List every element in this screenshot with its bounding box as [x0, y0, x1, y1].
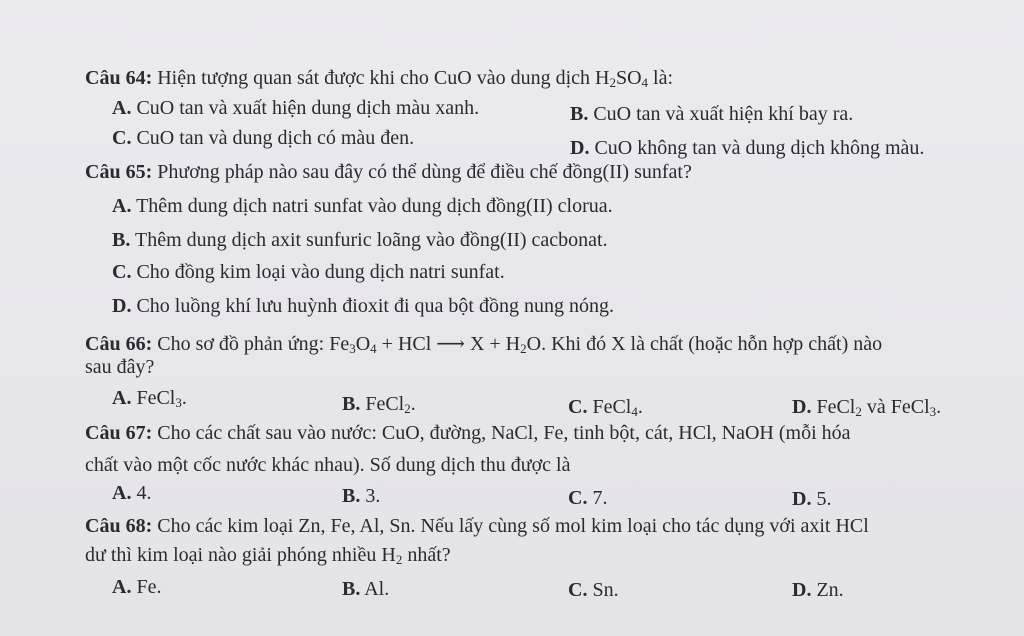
q68-option-b: B. Al. [342, 578, 390, 600]
q68-option-c: C. Sn. [568, 579, 619, 601]
question-66-number: Câu 66: [85, 333, 153, 355]
question-67-continued: chất vào một cốc nước khác nhau). Số dung dịch thu được là [85, 454, 571, 476]
q64-option-a: A. CuO tan và xuất hiện dung dịch màu xanh. [112, 97, 480, 119]
question-66: Câu 66: Cho sơ đồ phản ứng: $Fe_3O_4$ + HCl ⟶ $X + H_2O$. Khi đó X là chất (hoặc hỗn hợp chất) nào [85, 333, 883, 356]
q67-option-c: C. 7. [568, 487, 608, 509]
q68-option-d: D. Zn. [792, 579, 844, 601]
q68-option-a: A. Fe. [112, 576, 162, 598]
q65-option-b: B. Thêm dung dịch axit sunfuric loãng vào đồng(II) cacbonat. [112, 229, 608, 251]
q66-option-a: A. FeCl$_3$. [112, 387, 187, 410]
q64-option-b: B. CuO tan và xuất hiện khí bay ra. [570, 103, 854, 125]
question-67-number: Câu 67: [85, 422, 153, 444]
question-64-number: Câu 64: [85, 67, 153, 89]
question-64: Câu 64: Hiện tượng quan sát được khi cho CuO vào dung dịch $H_2SO_4$ là: [85, 67, 674, 90]
question-67: Câu 67: Cho các chất sau vào nước: CuO, đường, NaCl, Fe, tinh bột, cát, HCl, NaOH (mỗi hóa [85, 422, 851, 444]
question-68-number: Câu 68: [85, 515, 153, 537]
q64-option-d: D. CuO không tan và dung dịch không màu. [570, 137, 925, 159]
q67-option-a: A. 4. [112, 482, 152, 504]
question-65-number: Câu 65: [85, 161, 153, 183]
q65-option-a: A. Thêm dung dịch natri sunfat vào dung dịch đồng(II) clorua. [112, 195, 613, 217]
q67-option-d: D. 5. [792, 488, 832, 510]
q66-option-c: C. FeCl$_4$. [568, 396, 643, 419]
q65-option-d: D. Cho luồng khí lưu huỳnh đioxit đi qua bột đồng nung nóng. [112, 295, 614, 317]
q67-option-b: B. 3. [342, 485, 381, 507]
q64-option-c: C. CuO tan và dung dịch có màu đen. [112, 127, 415, 149]
question-68: Câu 68: Cho các kim loại Zn, Fe, Al, Sn. Nếu lấy cùng số mol kim loại cho tác dụng với axit HCl [85, 515, 869, 537]
question-65: Câu 65: Phương pháp nào sau đây có thể dùng để điều chế đồng(II) sunfat? [85, 161, 692, 183]
question-68-continued: dư thì kim loại nào giải phóng nhiều $H_2$ nhất? [85, 544, 451, 567]
question-66-continued: sau đây? [85, 356, 155, 378]
q65-option-c: C. Cho đồng kim loại vào dung dịch natri sunfat. [112, 261, 505, 283]
q66-option-b: B. FeCl$_2$. [342, 393, 416, 416]
q66-option-d: D. FeCl$_2$ và FeCl$_3$. [792, 396, 942, 419]
